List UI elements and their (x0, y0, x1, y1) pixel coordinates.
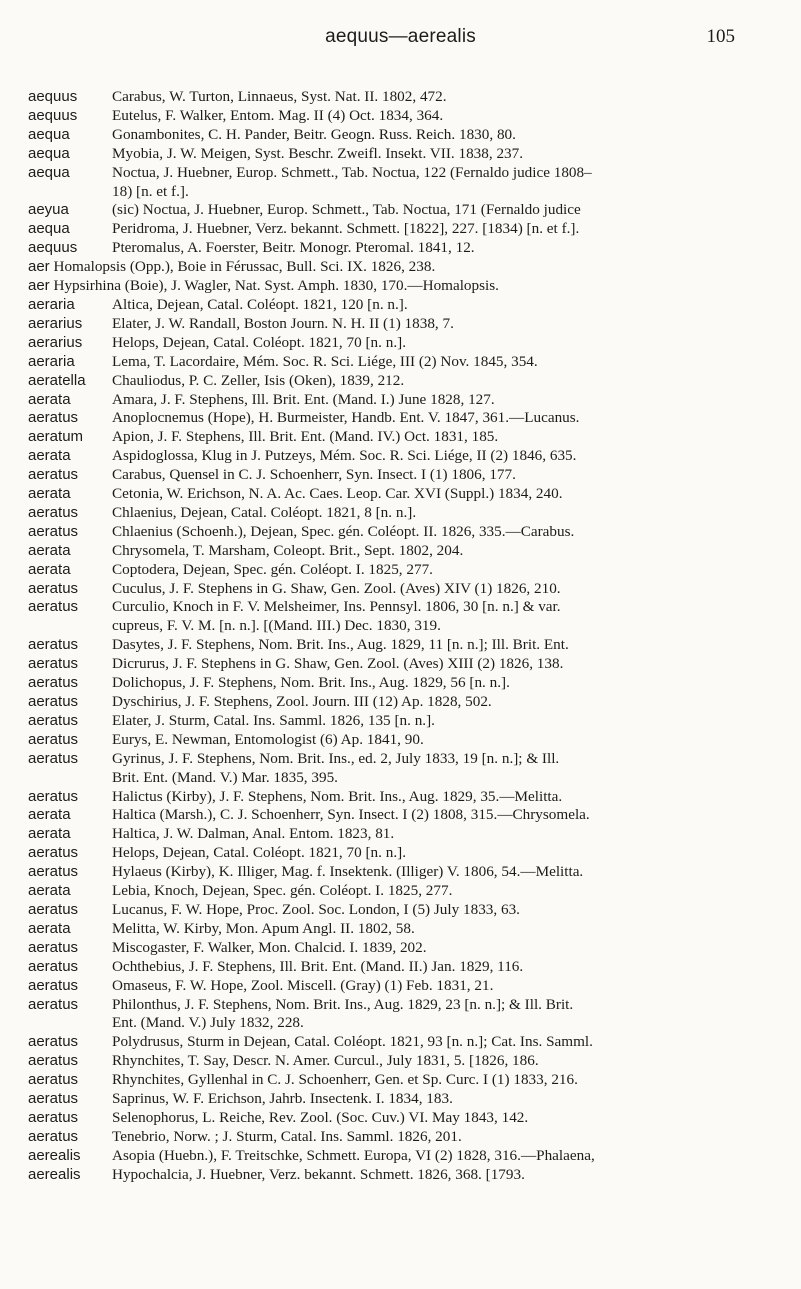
entry-name: aequus (28, 106, 78, 124)
entry-name: aequa (28, 125, 70, 143)
entry-text: Chrysomela, T. Marsham, Coleopt. Brit., Sept. 1802, 204. (112, 541, 464, 559)
entry-name: aeratus (28, 693, 79, 710)
entry-row (28, 1166, 780, 1185)
entry-name: aerata (28, 806, 71, 824)
entry-name: aequus (28, 88, 78, 105)
entry-row (28, 258, 780, 277)
entry-row (28, 88, 780, 107)
entry-name: aequus (28, 239, 78, 257)
entry-text: Apion, J. F. Stephens, Ill. Brit. Ent. (Mand. IV.) Oct. 1831, 185. (112, 428, 499, 446)
entry-text: Hylaeus (Kirby), K. Illiger, Mag. f. Insektenk. (Illiger) V. 1806, 54.—Melitta. (112, 863, 584, 881)
entry-row (28, 750, 780, 788)
entry-row (28, 844, 780, 863)
entry-row (28, 1128, 780, 1147)
entry-list (28, 88, 780, 1185)
entry-row (28, 731, 780, 750)
entry-text: Gyrinus, J. F. Stephens, Nom. Brit. Ins., ed. 2, July 1833, 19 [n. n.]; & Ill. Brit. Ent. (Mand. V.) Mar. 1835, 395. (112, 749, 560, 786)
entry-row (28, 239, 780, 258)
entry-text: Carabus, Quensel in C. J. Schoenherr, Syn. Insect. I (1) 1806, 177. (112, 466, 516, 484)
entry-row (28, 201, 780, 220)
running-head: aequus—aerealis (325, 26, 476, 47)
entry-name: aeratus (28, 711, 79, 729)
entry-row (28, 636, 780, 655)
entry-name: aeratus (28, 598, 79, 616)
entry-row (28, 788, 780, 807)
entry-text: (sic) Noctua, J. Huebner, Europ. Schmett., Tab. Noctua, 171 (Fernaldo judice (112, 201, 581, 219)
entry-name: aeratus (28, 503, 79, 521)
entry-name: aeratus (28, 1033, 79, 1051)
entry-text: Elater, J. W. Randall, Boston Journ. N. H. II (1) 1838, 7. (112, 314, 454, 332)
entry-row (28, 220, 780, 239)
entry-name: aeratella (28, 371, 86, 389)
entry-row (28, 126, 780, 145)
entry-text: Myobia, J. W. Meigen, Syst. Beschr. Zweifl. Insekt. VII. 1838, 237. (112, 144, 524, 162)
entry-row (28, 315, 780, 334)
entry-row (28, 977, 780, 996)
entry-row (28, 958, 780, 977)
entry-row (28, 391, 780, 410)
entry-text: Cuculus, J. F. Stephens in G. Shaw, Gen. Zool. (Aves) XIV (1) 1826, 210. (112, 579, 561, 597)
entry-text: Altica, Dejean, Catal. Coléopt. 1821, 120 [n. n.]. (112, 295, 408, 313)
entry-row (28, 107, 780, 126)
entry-text: Cetonia, W. Erichson, N. A. Ac. Caes. Leop. Car. XVI (Suppl.) 1834, 240. (112, 485, 563, 503)
entry-text: Homalopsis (Opp.), Boie in Férussac, Bull. Sci. IX. 1826, 238. (53, 258, 436, 276)
entry-name: aerarius (28, 314, 83, 332)
entry-text: Asopia (Huebn.), F. Treitschke, Schmett. Europa, VI (2) 1828, 316.—Phalaena, (112, 1146, 595, 1164)
entry-name: aerarius (28, 333, 83, 351)
entry-text: Dasytes, J. F. Stephens, Nom. Brit. Ins., Aug. 1829, 11 [n. n.]; Ill. Brit. Ent. (112, 636, 569, 654)
entry-row (28, 655, 780, 674)
entry-name: aerealis (28, 1146, 81, 1164)
entry-name: aeratus (28, 749, 79, 767)
entry-name: aer (28, 277, 50, 295)
entry-name: aeratus (28, 957, 79, 975)
entry-text: Philonthus, J. F. Stephens, Nom. Brit. Ins., Aug. 1829, 23 [n. n.]; & Ill. Brit. Ent. (Mand. V.) July 1832, 228. (112, 995, 574, 1032)
entry-name: aerata (28, 560, 71, 578)
entry-name: aeratus (28, 938, 79, 956)
entry-row (28, 296, 780, 315)
entry-text: Chlaenius, Dejean, Catal. Coléopt. 1821, 8 [n. n.]. (112, 503, 417, 521)
entry-name: aeratus (28, 995, 79, 1013)
entry-row (28, 920, 780, 939)
entry-name: aeratus (28, 787, 79, 805)
entry-row (28, 277, 780, 296)
entry-text: Noctua, J. Huebner, Europ. Schmett., Tab. Noctua, 122 (Fernaldo judice 1808– 18) [n. et f.]. (112, 163, 592, 200)
entry-text: Selenophorus, L. Reiche, Rev. Zool. (Soc. Cuv.) VI. May 1843, 142. (112, 1108, 529, 1126)
entry-text: Lucanus, F. W. Hope, Proc. Zool. Soc. London, I (5) July 1833, 63. (112, 900, 520, 918)
entry-row (28, 334, 780, 353)
entry-text: Anoplocnemus (Hope), H. Burmeister, Handb. Ent. V. 1847, 361.—Lucanus. (112, 409, 580, 427)
page-number: 105 (706, 26, 735, 47)
entry-text: Helops, Dejean, Catal. Coléopt. 1821, 70 [n. n.]. (112, 333, 406, 351)
entry-row (28, 145, 780, 164)
entry-text: Hypochalcia, J. Huebner, Verz. bekannt. Schmett. 1826, 368. [1793. (112, 1165, 525, 1183)
entry-text: Miscogaster, F. Walker, Mon. Chalcid. I. 1839, 202. (112, 938, 427, 956)
entry-row (28, 409, 780, 428)
entry-name: aerata (28, 390, 71, 408)
entry-text: Eutelus, F. Walker, Entom. Mag. II (4) Oct. 1834, 364. (112, 106, 444, 124)
entry-name: aerata (28, 919, 71, 937)
entry-text: Lebia, Knoch, Dejean, Spec. gén. Coléopt. I. 1825, 277. (112, 882, 453, 900)
entry-row (28, 674, 780, 693)
entry-text: Chauliodus, P. C. Zeller, Isis (Oken), 1839, 212. (112, 371, 405, 389)
entry-row (28, 863, 780, 882)
entry-text: Lema, T. Lacordaire, Mém. Soc. R. Sci. Liége, III (2) Nov. 1845, 354. (112, 352, 538, 370)
entry-name: aeratus (28, 1127, 79, 1145)
entry-text: Saprinus, W. F. Erichson, Jahrb. Insectenk. I. 1834, 183. (112, 1090, 453, 1108)
entry-text: Helops, Dejean, Catal. Coléopt. 1821, 70 [n. n.]. (112, 844, 406, 862)
entry-row (28, 598, 780, 636)
entry-name: aeratus (28, 522, 79, 540)
entry-text: Haltica, J. W. Dalman, Anal. Entom. 1823, 81. (112, 825, 395, 843)
entry-row (28, 806, 780, 825)
entry-text: Carabus, W. Turton, Linnaeus, Syst. Nat. II. 1802, 472. (112, 88, 447, 105)
entry-name: aequa (28, 144, 70, 162)
entry-name: aequa (28, 220, 70, 238)
entry-row (28, 542, 780, 561)
entry-text: Pteromalus, A. Foerster, Beitr. Monogr. Pteromal. 1841, 12. (112, 239, 475, 257)
entry-row (28, 504, 780, 523)
entry-text: Ochthebius, J. F. Stephens, Ill. Brit. Ent. (Mand. II.) Jan. 1829, 116. (112, 957, 524, 975)
entry-name: aerata (28, 541, 71, 559)
entry-row (28, 466, 780, 485)
entry-name: aeratus (28, 1108, 79, 1126)
entry-row (28, 996, 780, 1034)
entry-row (28, 353, 780, 372)
entry-row (28, 901, 780, 920)
entry-text: Eurys, E. Newman, Entomologist (6) Ap. 1841, 90. (112, 730, 424, 748)
entry-name: aeratus (28, 863, 79, 881)
entry-name: aeratus (28, 466, 79, 484)
entry-text: Elater, J. Sturm, Catal. Ins. Samml. 1826, 135 [n. n.]. (112, 711, 435, 729)
entry-name: aeratus (28, 844, 79, 862)
entry-name: aeratus (28, 1052, 79, 1070)
entry-row (28, 693, 780, 712)
entry-name: aeratus (28, 1090, 79, 1108)
entry-text: Coptodera, Dejean, Spec. gén. Coléopt. I. 1825, 277. (112, 560, 433, 578)
entry-text: Haltica (Marsh.), C. J. Schoenherr, Syn. Insect. I (2) 1808, 315.—Chrysomela. (112, 806, 590, 824)
entry-row (28, 485, 780, 504)
entry-text: Melitta, W. Kirby, Mon. Apum Angl. II. 1802, 58. (112, 919, 415, 937)
entry-text: Chlaenius (Schoenh.), Dejean, Spec. gén. Coléopt. II. 1826, 335.—Carabus. (112, 522, 575, 540)
entry-name: aeratus (28, 579, 79, 597)
entry-name: aerealis (28, 1165, 81, 1183)
entry-text: Dyschirius, J. F. Stephens, Zool. Journ. III (12) Ap. 1828, 502. (112, 693, 492, 710)
entry-row (28, 447, 780, 466)
entry-text: Polydrusus, Sturm in Dejean, Catal. Coléopt. 1821, 93 [n. n.]; Cat. Ins. Samml. (112, 1033, 593, 1051)
entry-name: aeratus (28, 655, 79, 673)
entry-name: aeratum (28, 428, 84, 446)
entry-text: Hypsirhina (Boie), J. Wagler, Nat. Syst. Amph. 1830, 170.—Homalopsis. (53, 277, 499, 295)
entry-text: Dicrurus, J. F. Stephens in G. Shaw, Gen. Zool. (Aves) XIII (2) 1826, 138. (112, 655, 564, 673)
entry-name: aerata (28, 485, 71, 503)
entry-row (28, 939, 780, 958)
entry-name: aeratus (28, 900, 79, 918)
entry-name: aeratus (28, 730, 79, 748)
entry-text: Omaseus, F. W. Hope, Zool. Miscell. (Gray) (1) Feb. 1831, 21. (112, 976, 494, 994)
entry-row (28, 372, 780, 391)
entry-name: aeraria (28, 295, 75, 313)
entry-row (28, 1147, 780, 1166)
entry-text: Rhynchites, T. Say, Descr. N. Amer. Curcul., July 1831, 5. [1826, 186. (112, 1052, 539, 1070)
entry-name: aequa (28, 163, 70, 181)
entry-text: Curculio, Knoch in F. V. Melsheimer, Ins. Pennsyl. 1806, 30 [n. n.] & var. cupreus, F. V. M. [n. n.]. [(Mand. III.) Dec. 1830, 319. (112, 598, 561, 635)
entry-text: Peridroma, J. Huebner, Verz. bekannt. Schmett. [1822], 227. [1834) [n. et f.]. (112, 220, 580, 238)
entry-name: aeraria (28, 352, 75, 370)
entry-row (28, 1109, 780, 1128)
entry-row (28, 1071, 780, 1090)
entry-name: aeratus (28, 636, 79, 654)
entry-row (28, 428, 780, 447)
entry-text: Aspidoglossa, Klug in J. Putzeys, Mém. Soc. R. Sci. Liége, II (2) 1846, 635. (112, 447, 577, 465)
entry-text: Tenebrio, Norw. ; J. Sturm, Catal. Ins. Samml. 1826, 201. (112, 1127, 462, 1145)
entry-text: Gonambonites, C. H. Pander, Beitr. Geogn. Russ. Reich. 1830, 80. (112, 125, 516, 143)
entry-row (28, 580, 780, 599)
entry-row (28, 825, 780, 844)
entry-row (28, 1033, 780, 1052)
entry-name: aeratus (28, 1071, 79, 1089)
entry-name: aerata (28, 825, 71, 843)
entry-name: aeratus (28, 409, 79, 427)
entry-name: aer (28, 258, 50, 276)
entry-row (28, 1090, 780, 1109)
entry-name: aeyua (28, 201, 69, 219)
entry-row (28, 523, 780, 542)
entry-text: Halictus (Kirby), J. F. Stephens, Nom. Brit. Ins., Aug. 1829, 35.—Melitta. (112, 787, 563, 805)
entry-row (28, 164, 780, 202)
entry-name: aerata (28, 882, 71, 900)
entry-name: aeratus (28, 674, 79, 692)
entry-row (28, 561, 780, 580)
entry-row (28, 882, 780, 901)
entry-row (28, 712, 780, 731)
page-header (0, 26, 801, 56)
entry-text: Dolichopus, J. F. Stephens, Nom. Brit. Ins., Aug. 1829, 56 [n. n.]. (112, 674, 510, 692)
entry-name: aerata (28, 447, 71, 465)
entry-text: Rhynchites, Gyllenhal in C. J. Schoenherr, Gen. et Sp. Curc. I (1) 1833, 216. (112, 1071, 578, 1089)
entry-name: aeratus (28, 976, 79, 994)
entry-text: Amara, J. F. Stephens, Ill. Brit. Ent. (Mand. I.) June 1828, 127. (112, 390, 495, 408)
entry-row (28, 1052, 780, 1071)
